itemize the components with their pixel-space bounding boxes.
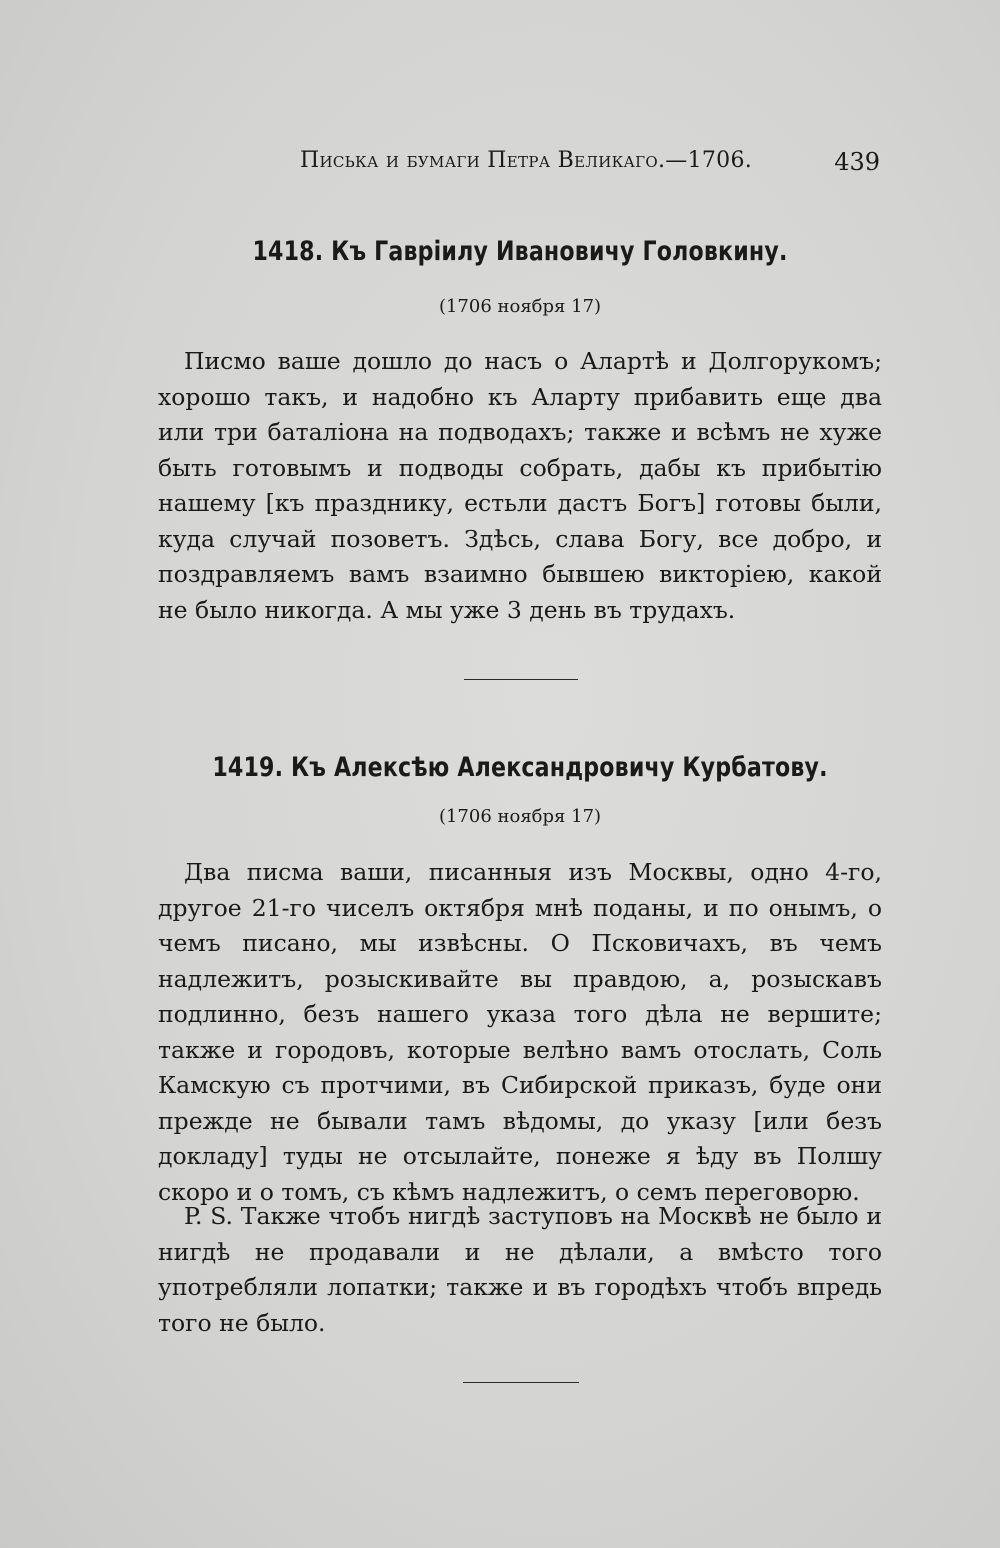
letter-1418-body: Писмо ваше дошло до насъ о Алартѣ и Долгорукомъ; хорошо такъ, и надобно къ Аларту прибавить еще два или три баталіона на подводахъ; также и всѣмъ не хуже быть готовымъ и подводы собрать, дабы къ прибытію нашему [къ празднику, естьли дастъ Богъ] готовы были, куда случай позоветъ. Здѣсь, слава Богу, все добро, и поздравляемъ вамъ взаимно бывшею викторіею, какой не было никогда. А мы уже 3 день въ трудахъ.: [158, 347, 882, 624]
page-number: 439: [834, 148, 880, 176]
letter-1419-postscript: P. S. Также чтобъ нигдѣ заступовъ на Москвѣ не было и нигдѣ не продавали и не дѣлали, а вмѣсто того употребляли лопатки; также и въ городѣхъ чтобъ впредь того не было.: [158, 1202, 882, 1337]
letter-1419-body: Два писма ваши, писанныя изъ Москвы, одно 4-го, другое 21-го чиселъ октября мнѣ поданы, и по онымъ, о чемъ писано, мы извѣсны. О Псковичахъ, въ чемъ надлежитъ, розыскивайте вы правдою, а, розыскавъ подлинно, безъ нашего указа того дѣла не вершите; также и городовъ, которые велѣно вамъ отослать, Соль Камскую съ протчими, въ Сибирской приказъ, буде они прежде не бывали тамъ вѣдомы, до указу [или безъ докладу] туды не отсылайте, понеже я ѣду въ Полшу скоро и о томъ, съ кѣмъ надлежитъ, о семъ переговорю.: [158, 858, 882, 1206]
letter-1418-date: (1706 ноября 17): [438, 296, 602, 317]
end-divider: [463, 1382, 579, 1383]
section-divider: [464, 679, 578, 680]
letter-1418-heading: 1418. Къ Гавріилу Ивановичу Головкину.: [252, 236, 788, 267]
running-title: Писька и бумаги Петра Великаго.—1706.: [300, 148, 753, 173]
letter-1419-heading: 1419. Къ Алексѣю Александровичу Курбатову.: [212, 752, 828, 783]
letter-1419-date: (1706 ноября 17): [438, 806, 602, 827]
